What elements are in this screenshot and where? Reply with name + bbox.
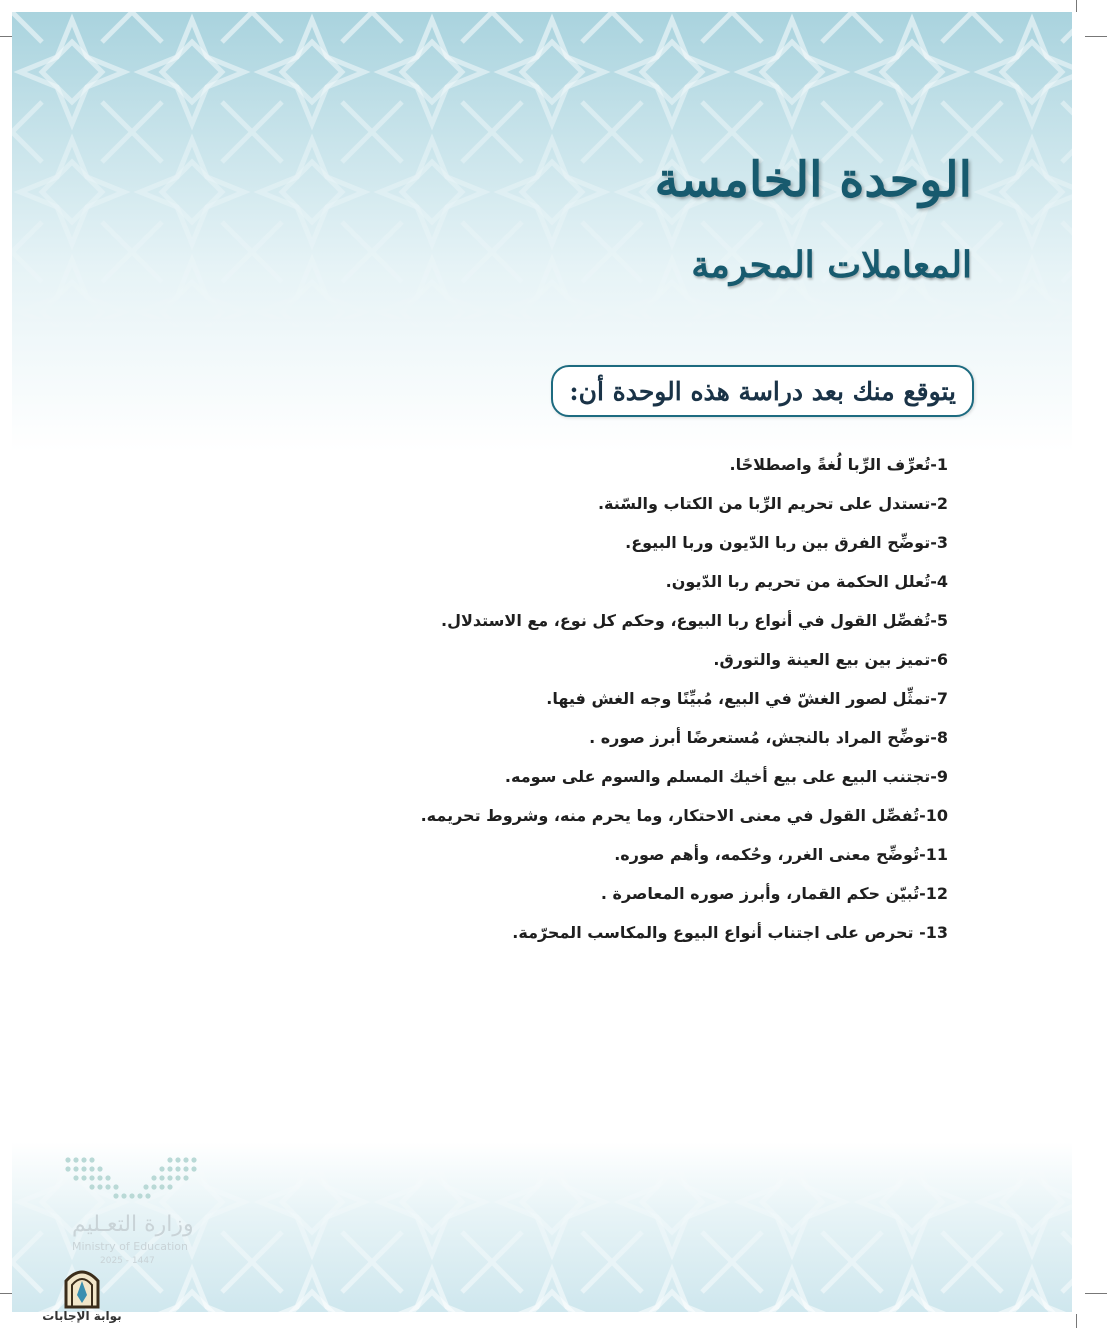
objective-item: 8-توضِّح المراد بالنجش، مُستعرضًا أبرز صوره . xyxy=(589,728,948,747)
ministry-year: 2025 - 1447 xyxy=(100,1256,155,1266)
objective-item: 6-تميز بين بيع العينة والتورق. xyxy=(713,650,948,669)
unit-title: الوحدة الخامسة xyxy=(654,152,972,208)
objectives-heading: يتوقع منك بعد دراسة هذه الوحدة أن: xyxy=(569,376,956,406)
pen-nib-icon xyxy=(42,1267,122,1309)
objective-item: 9-تجتنب البيع على بيع أخيك المسلم والسوم على سومه. xyxy=(504,767,948,786)
ministry-name-arabic: وزارة التعـليم xyxy=(72,1212,194,1237)
objective-item: 2-تستدل على تحريم الرِّبا من الكتاب والسّنة. xyxy=(597,494,948,513)
textbook-page xyxy=(12,12,1072,1323)
answers-portal-logo xyxy=(42,1267,122,1331)
objective-item: 11-تُوضِّح معنى الغرر، وحُكمه، وأهم صوره. xyxy=(614,845,948,864)
objective-item: 10-تُفصِّل القول في معنى الاحتكار، وما يحرم منه، وشروط تحريمه. xyxy=(420,806,948,825)
objective-item: 5-تُفصِّل القول في أنواع ربا البيوع، وحكم كل نوع، مع الاستدلال. xyxy=(441,611,948,630)
objective-item: 1-تُعرِّف الرِّبا لُغةً واصطلاحًا. xyxy=(729,455,948,474)
crop-mark xyxy=(1076,1314,1077,1328)
objective-item: 4-تُعلل الحكمة من تحريم ربا الدّيون. xyxy=(665,572,948,591)
crop-mark xyxy=(1085,1293,1107,1294)
ministry-name-english: Ministry of Education xyxy=(72,1240,189,1253)
ministry-logo xyxy=(60,1152,220,1267)
ministry-dots-icon xyxy=(60,1152,210,1202)
answers-portal-text: بوابة الإجابات xyxy=(42,1309,122,1323)
objectives-heading-box xyxy=(551,365,974,417)
crop-mark xyxy=(1076,0,1077,12)
objective-item: 12-تُبيّن حكم القمار، وأبرز صوره المعاصرة . xyxy=(600,884,948,903)
objectives-list xyxy=(388,450,948,957)
objective-item: 3-توضِّح الفرق بين ربا الدّيون وربا البيوع. xyxy=(625,533,948,552)
crop-mark xyxy=(1085,36,1107,37)
objective-item: 7-تمثِّل لصور الغشّ في البيع، مُبيِّنًا وجه الغش فيها. xyxy=(546,689,948,708)
objective-item: 13- تحرص على اجتناب أنواع البيوع والمكاسب المحرّمة. xyxy=(512,923,948,942)
unit-subtitle: المعاملات المحرمة xyxy=(691,244,972,286)
